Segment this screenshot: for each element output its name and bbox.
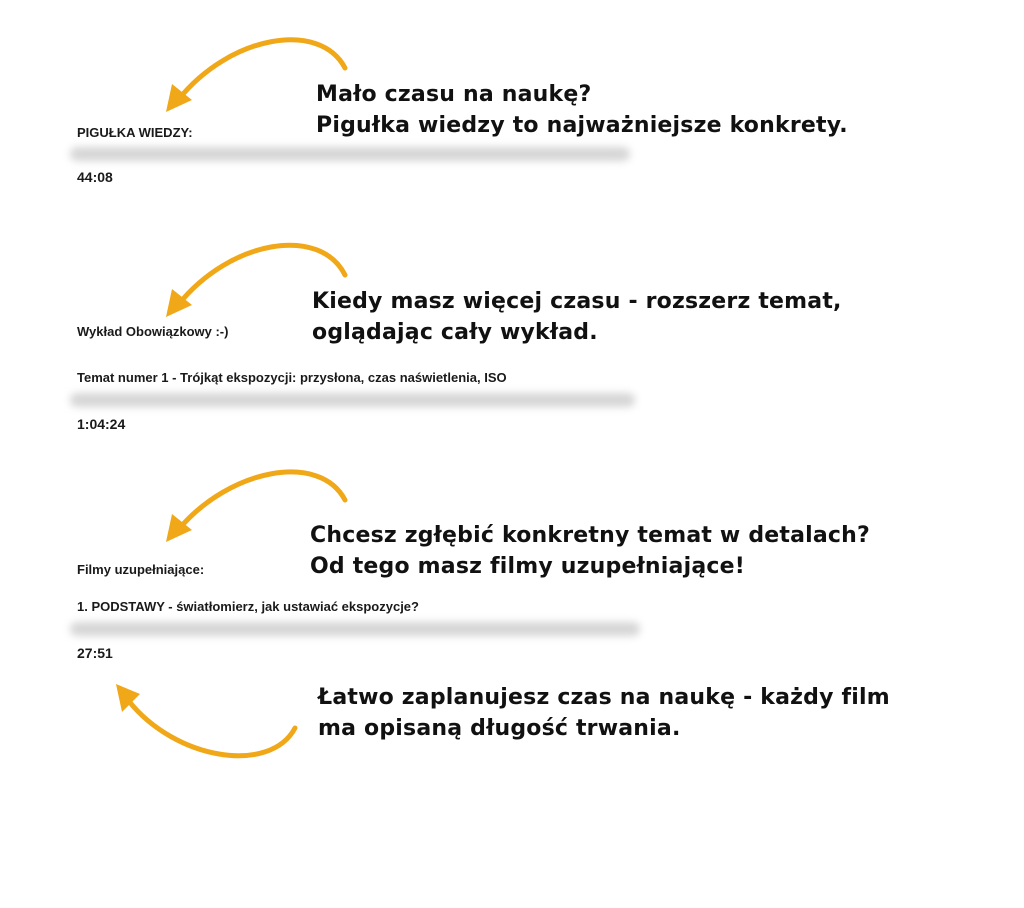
section-label-filmy: Filmy uzupełniające: [77,562,205,577]
callout-filmy [310,520,870,582]
callout-wyklad-line1: Kiedy masz więcej czasu - rozszerz temat, [312,289,842,314]
callout-duration-line2: ma opisaną długość trwania. [318,716,681,741]
callout-filmy-line1: Chcesz zgłębić konkretny temat w detalach? [310,523,871,548]
topic-filmy: 1. PODSTAWY - światłomierz, jak ustawiać ekspozycje? [77,599,419,614]
topic-wyklad: Temat numer 1 - Trójkąt ekspozycji: przysłona, czas naświetlenia, ISO [77,370,507,385]
callout-pigulka [316,79,848,141]
callout-wyklad [312,286,842,348]
blurred-title [70,393,635,407]
section-label-pigulka: PIGUŁKA WIEDZY: [77,125,193,140]
callout-pigulka-line1: Mało czasu na naukę? [316,82,592,107]
callout-duration-line1: Łatwo zaplanujesz czas na naukę - każdy film [318,685,890,710]
callout-pigulka-line2: Pigułka wiedzy to najważniejsze konkrety. [316,113,848,138]
callout-duration [318,682,890,744]
blurred-title [70,147,630,161]
section-label-wyklad: Wykład Obowiązkowy :-) [77,324,229,339]
duration-pigulka: 44:08 [77,169,113,185]
duration-filmy: 27:51 [77,645,113,661]
duration-wyklad: 1:04:24 [77,416,126,432]
arrow-curved-up-icon [116,684,295,756]
callout-filmy-line2: Od tego masz filmy uzupełniające! [310,554,745,579]
blurred-title [70,622,640,636]
callout-wyklad-line2: oglądając cały wykład. [312,320,598,345]
